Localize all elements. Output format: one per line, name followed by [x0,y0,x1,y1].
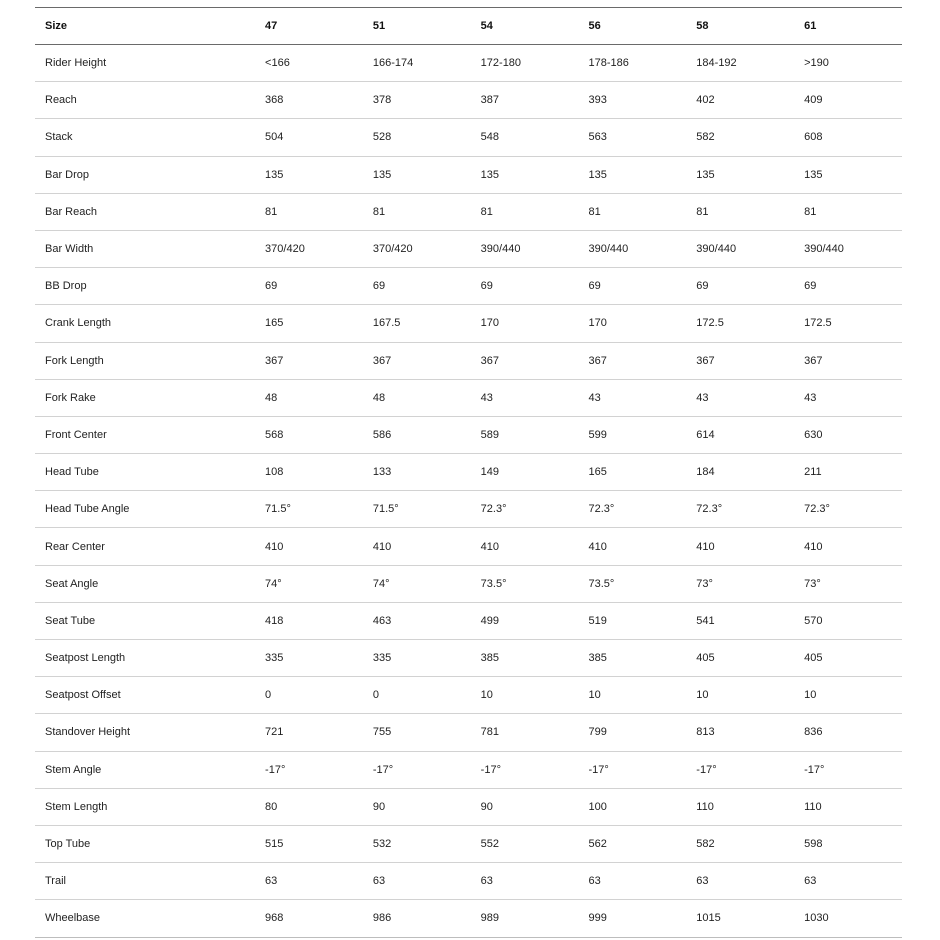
table-row [35,863,902,900]
table-row [35,491,902,528]
table-cell: 178-186 [578,45,686,82]
table-cell: 370/420 [363,230,471,267]
table-cell: 135 [794,156,902,193]
table-cell: 335 [255,640,363,677]
table-cell: 69 [794,268,902,305]
row-label: Bar Reach [35,193,255,230]
table-cell: 589 [471,416,579,453]
table-cell: 72.3° [471,491,579,528]
row-label: Fork Length [35,342,255,379]
table-cell: 1030 [794,900,902,937]
table-row [35,602,902,639]
table-cell: 135 [578,156,686,193]
table-cell: 608 [794,119,902,156]
table-cell: 90 [471,788,579,825]
table-cell: 80 [255,788,363,825]
table-row [35,565,902,602]
table-cell: 409 [794,82,902,119]
table-cell: -17° [578,751,686,788]
table-cell: 582 [686,825,794,862]
table-cell: 562 [578,825,686,862]
table-cell: 385 [471,640,579,677]
table-row [35,677,902,714]
geometry-table [35,7,902,938]
table-cell: 532 [363,825,471,862]
table-cell: 614 [686,416,794,453]
table-cell: 1015 [686,900,794,937]
table-cell: 170 [578,305,686,342]
table-cell: -17° [255,751,363,788]
table-cell: 393 [578,82,686,119]
table-cell: 63 [363,863,471,900]
table-cell: 69 [255,268,363,305]
table-cell: 799 [578,714,686,751]
table-cell: 548 [471,119,579,156]
header-cell-size: 58 [686,8,794,45]
table-cell: 410 [794,528,902,565]
table-cell: 48 [363,379,471,416]
table-cell: 367 [255,342,363,379]
header-cell-size: 56 [578,8,686,45]
row-label: Bar Drop [35,156,255,193]
row-label: BB Drop [35,268,255,305]
table-cell: 90 [363,788,471,825]
header-cell-size: 51 [363,8,471,45]
table-cell: 367 [686,342,794,379]
table-row [35,379,902,416]
table-row [35,900,902,937]
table-cell: 586 [363,416,471,453]
table-cell: 367 [471,342,579,379]
table-cell: 63 [794,863,902,900]
table-cell: 10 [578,677,686,714]
table-cell: 63 [255,863,363,900]
row-label: Front Center [35,416,255,453]
table-row [35,751,902,788]
table-cell: 184-192 [686,45,794,82]
table-cell: 410 [255,528,363,565]
table-row [35,528,902,565]
table-body [35,45,902,938]
table-cell: 63 [471,863,579,900]
table-cell: 986 [363,900,471,937]
table-row [35,640,902,677]
table-cell: 10 [794,677,902,714]
table-cell: 74° [363,565,471,602]
table-row [35,714,902,751]
table-cell: 10 [471,677,579,714]
row-label: Stack [35,119,255,156]
table-cell: 108 [255,454,363,491]
table-cell: 184 [686,454,794,491]
table-cell: 110 [686,788,794,825]
table-cell: 135 [363,156,471,193]
table-cell: -17° [686,751,794,788]
table-cell: 43 [471,379,579,416]
table-cell: 630 [794,416,902,453]
table-cell: 528 [363,119,471,156]
table-cell: 81 [255,193,363,230]
table-cell: 71.5° [255,491,363,528]
table-cell: 402 [686,82,794,119]
row-label: Seat Angle [35,565,255,602]
table-cell: -17° [794,751,902,788]
table-cell: -17° [471,751,579,788]
table-cell: 519 [578,602,686,639]
table-cell: 72.3° [794,491,902,528]
table-cell: 73.5° [471,565,579,602]
table-cell: 405 [794,640,902,677]
table-cell: 367 [578,342,686,379]
header-row [35,8,902,45]
header-cell-size: 61 [794,8,902,45]
table-cell: 410 [578,528,686,565]
table-cell: 999 [578,900,686,937]
table-cell: 781 [471,714,579,751]
table-cell: 43 [794,379,902,416]
table-cell: 63 [578,863,686,900]
table-cell: 385 [578,640,686,677]
table-cell: 81 [794,193,902,230]
row-label: Seatpost Length [35,640,255,677]
table-cell: 504 [255,119,363,156]
table-cell: 100 [578,788,686,825]
table-row [35,342,902,379]
table-cell: 149 [471,454,579,491]
table-cell: 568 [255,416,363,453]
table-cell: 48 [255,379,363,416]
table-cell: 165 [578,454,686,491]
table-cell: 410 [363,528,471,565]
header-cell-size: 54 [471,8,579,45]
row-label: Fork Rake [35,379,255,416]
table-cell: 73° [686,565,794,602]
table-cell: 370/420 [255,230,363,267]
table-cell: 74° [255,565,363,602]
table-row [35,156,902,193]
table-cell: 172.5 [794,305,902,342]
row-label: Reach [35,82,255,119]
table-row [35,416,902,453]
table-row [35,82,902,119]
row-label: Wheelbase [35,900,255,937]
table-cell: 0 [255,677,363,714]
table-cell: 410 [686,528,794,565]
row-label: Head Tube [35,454,255,491]
header-cell-label: Size [35,8,255,45]
row-label: Rider Height [35,45,255,82]
table-cell: 378 [363,82,471,119]
table-cell: 72.3° [578,491,686,528]
table-cell: 73° [794,565,902,602]
table-cell: 211 [794,454,902,491]
table-cell: 836 [794,714,902,751]
row-label: Stem Angle [35,751,255,788]
table-cell: 166-174 [363,45,471,82]
table-row [35,268,902,305]
table-cell: 390/440 [471,230,579,267]
table-header [35,8,902,45]
table-cell: 463 [363,602,471,639]
table-cell: 813 [686,714,794,751]
table-row [35,193,902,230]
table-cell: 499 [471,602,579,639]
table-cell: 570 [794,602,902,639]
table-cell: 69 [471,268,579,305]
table-cell: 418 [255,602,363,639]
table-cell: 69 [686,268,794,305]
row-label: Top Tube [35,825,255,862]
row-label: Standover Height [35,714,255,751]
row-label: Seat Tube [35,602,255,639]
table-cell: 69 [578,268,686,305]
table-cell: 582 [686,119,794,156]
table-cell: 172-180 [471,45,579,82]
table-cell: 410 [471,528,579,565]
table-cell: 71.5° [363,491,471,528]
table-cell: 390/440 [794,230,902,267]
table-cell: 563 [578,119,686,156]
header-cell-size: 47 [255,8,363,45]
table-cell: 43 [578,379,686,416]
table-cell: 81 [363,193,471,230]
table-cell: 43 [686,379,794,416]
table-cell: 541 [686,602,794,639]
row-label: Crank Length [35,305,255,342]
table-row [35,454,902,491]
table-cell: 515 [255,825,363,862]
table-cell: 552 [471,825,579,862]
row-label: Head Tube Angle [35,491,255,528]
table-cell: 110 [794,788,902,825]
table-cell: >190 [794,45,902,82]
row-label: Stem Length [35,788,255,825]
table-cell: 989 [471,900,579,937]
row-label: Bar Width [35,230,255,267]
table-cell: 390/440 [686,230,794,267]
table-cell: 335 [363,640,471,677]
table-row [35,305,902,342]
table-cell: 170 [471,305,579,342]
table-cell: 10 [686,677,794,714]
table-cell: <166 [255,45,363,82]
table-cell: 133 [363,454,471,491]
table-cell: 81 [578,193,686,230]
table-cell: 599 [578,416,686,453]
row-label: Trail [35,863,255,900]
table-cell: 135 [686,156,794,193]
table-cell: 755 [363,714,471,751]
table-cell: 368 [255,82,363,119]
row-label: Rear Center [35,528,255,565]
table-cell: 72.3° [686,491,794,528]
table-row [35,788,902,825]
table-cell: 172.5 [686,305,794,342]
table-cell: 598 [794,825,902,862]
table-cell: 81 [686,193,794,230]
table-cell: 135 [471,156,579,193]
table-cell: 390/440 [578,230,686,267]
table-cell: -17° [363,751,471,788]
table-cell: 405 [686,640,794,677]
table-row [35,119,902,156]
table-cell: 73.5° [578,565,686,602]
table-cell: 721 [255,714,363,751]
table-cell: 167.5 [363,305,471,342]
table-row [35,825,902,862]
table-cell: 135 [255,156,363,193]
table-cell: 63 [686,863,794,900]
table-row [35,45,902,82]
table-cell: 165 [255,305,363,342]
table-cell: 0 [363,677,471,714]
table-row [35,230,902,267]
table-cell: 69 [363,268,471,305]
row-label: Seatpost Offset [35,677,255,714]
table-cell: 387 [471,82,579,119]
table-cell: 81 [471,193,579,230]
table-cell: 367 [363,342,471,379]
table-cell: 968 [255,900,363,937]
table-cell: 367 [794,342,902,379]
